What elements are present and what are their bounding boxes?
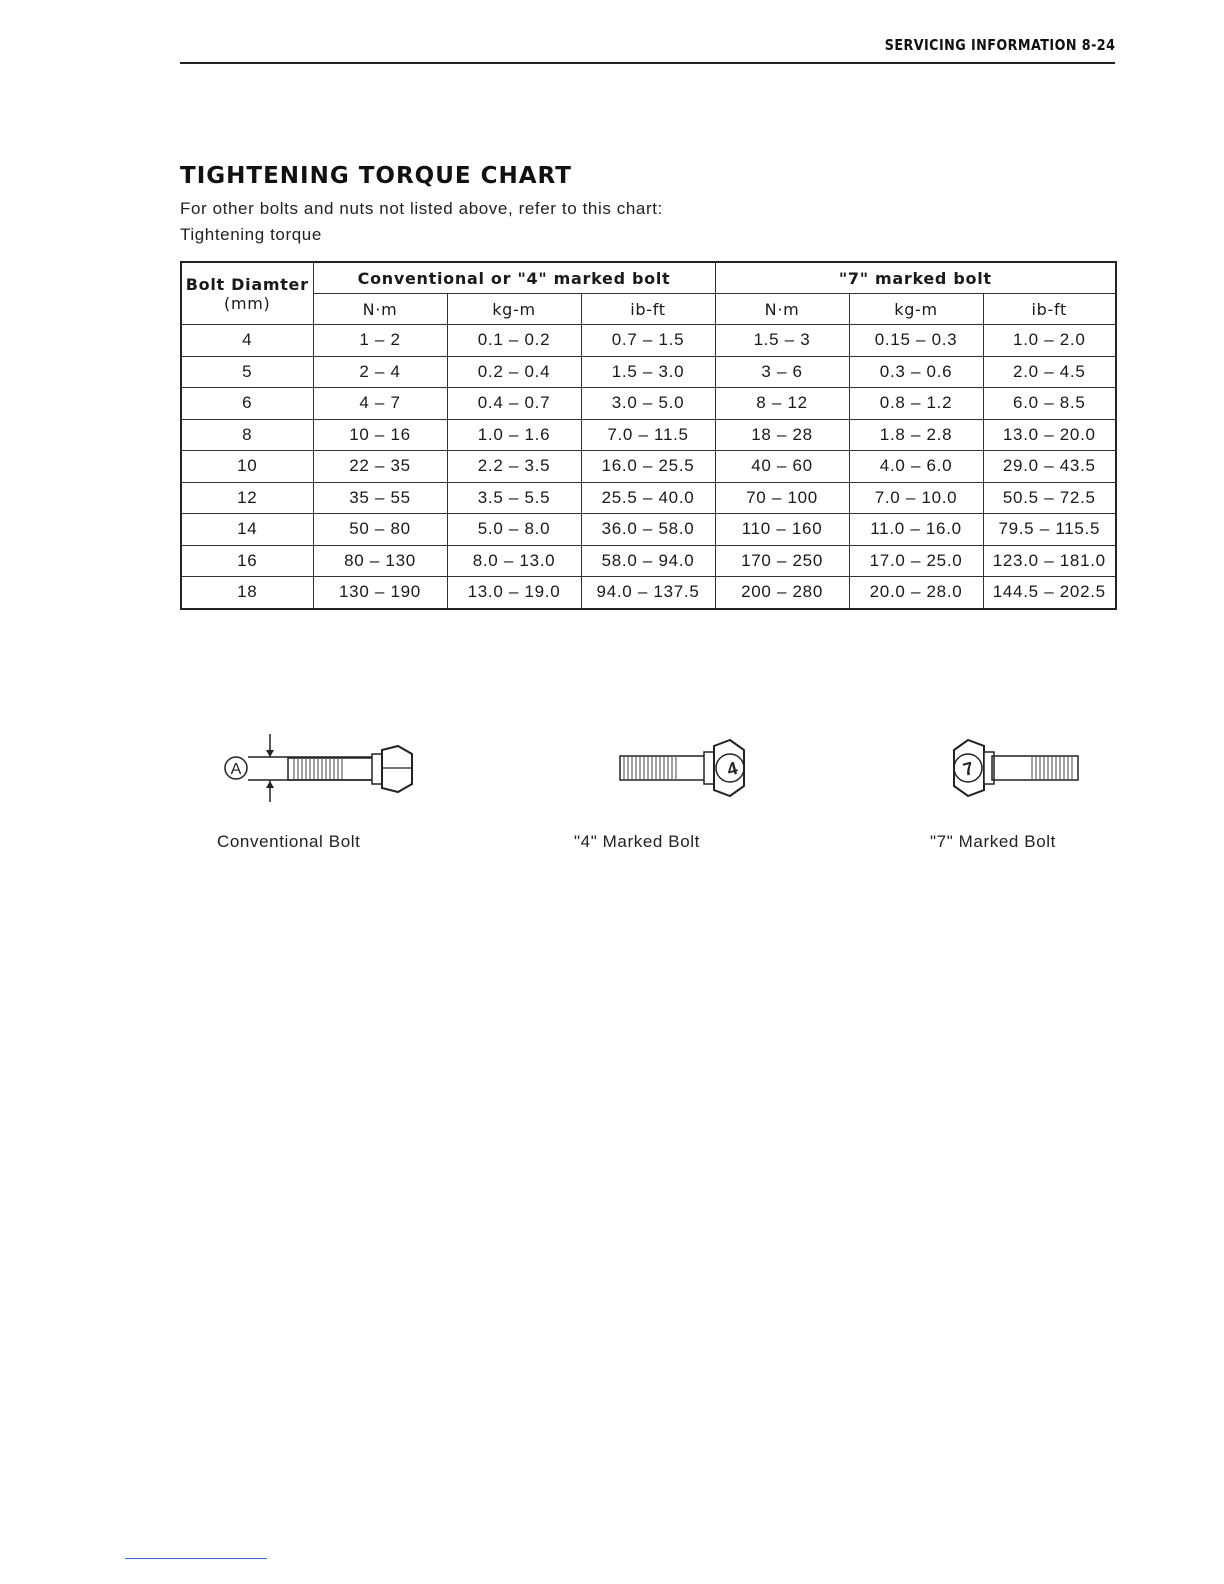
bolt-diameter-cell: 18 (181, 577, 313, 609)
unit-header: kg-m (849, 294, 983, 325)
torque-value-cell: 7.0 – 11.5 (581, 419, 715, 451)
torque-value-cell: 2.2 – 3.5 (447, 451, 581, 483)
table-row (181, 356, 1116, 388)
torque-value-cell: 80 – 130 (313, 545, 447, 577)
intro-line-1: For other bolts and nuts not listed above, refer to this chart: (180, 199, 663, 218)
torque-value-cell: 11.0 – 16.0 (849, 514, 983, 546)
torque-value-cell: 4 – 7 (313, 388, 447, 420)
torque-value-cell: 110 – 160 (715, 514, 849, 546)
torque-value-cell: 20.0 – 28.0 (849, 577, 983, 609)
table-row (181, 577, 1116, 609)
caption-conventional-bolt: Conventional Bolt (217, 832, 361, 851)
unit-header: ib-ft (581, 294, 715, 325)
torque-value-cell: 1 – 2 (313, 325, 447, 357)
torque-value-cell: 1.0 – 2.0 (983, 325, 1116, 357)
unit-header: kg-m (447, 294, 581, 325)
torque-value-cell: 0.8 – 1.2 (849, 388, 983, 420)
head-mark-7: 7 (960, 758, 976, 780)
marked-7-bolt-figure (948, 732, 1088, 804)
torque-value-cell: 5.0 – 8.0 (447, 514, 581, 546)
table-row (181, 388, 1116, 420)
page-title: TIGHTENING TORQUE CHART (180, 163, 572, 189)
torque-value-cell: 8.0 – 13.0 (447, 545, 581, 577)
torque-value-cell: 6.0 – 8.5 (983, 388, 1116, 420)
torque-value-cell: 50 – 80 (313, 514, 447, 546)
torque-value-cell: 0.4 – 0.7 (447, 388, 581, 420)
torque-value-cell: 17.0 – 25.0 (849, 545, 983, 577)
torque-value-cell: 1.5 – 3.0 (581, 356, 715, 388)
torque-value-cell: 8 – 12 (715, 388, 849, 420)
torque-value-cell: 170 – 250 (715, 545, 849, 577)
torque-value-cell: 40 – 60 (715, 451, 849, 483)
diameter-header (181, 262, 313, 325)
table-row (181, 451, 1116, 483)
unit-header: N·m (313, 294, 447, 325)
torque-value-cell: 3 – 6 (715, 356, 849, 388)
caption-7-marked-bolt: "7" Marked Bolt (930, 832, 1056, 851)
conventional-bolt-figure (218, 732, 418, 804)
bolt-diameter-cell: 10 (181, 451, 313, 483)
table-row (181, 514, 1116, 546)
caption-4-marked-bolt: "4" Marked Bolt (574, 832, 700, 851)
diameter-header-unit: (mm) (224, 293, 271, 313)
torque-value-cell: 144.5 – 202.5 (983, 577, 1116, 609)
torque-value-cell: 1.8 – 2.8 (849, 419, 983, 451)
torque-value-cell: 22 – 35 (313, 451, 447, 483)
torque-value-cell: 3.5 – 5.5 (447, 482, 581, 514)
torque-value-cell: 130 – 190 (313, 577, 447, 609)
torque-value-cell: 70 – 100 (715, 482, 849, 514)
table-row (181, 419, 1116, 451)
bolt-diameter-cell: 16 (181, 545, 313, 577)
torque-value-cell: 36.0 – 58.0 (581, 514, 715, 546)
bolt-diameter-cell: 8 (181, 419, 313, 451)
torque-value-cell: 0.3 – 0.6 (849, 356, 983, 388)
torque-value-cell: 18 – 28 (715, 419, 849, 451)
bolt-diameter-cell: 6 (181, 388, 313, 420)
group-header-conventional: Conventional or "4" marked bolt (313, 262, 715, 294)
torque-value-cell: 10 – 16 (313, 419, 447, 451)
diameter-header-label: Bolt Diamter (185, 274, 309, 294)
torque-value-cell: 94.0 – 137.5 (581, 577, 715, 609)
unit-header: N·m (715, 294, 849, 325)
marked-4-bolt-figure (618, 732, 758, 804)
torque-value-cell: 0.1 – 0.2 (447, 325, 581, 357)
intro-text (180, 196, 663, 248)
bolt-diameter-cell: 5 (181, 356, 313, 388)
torque-value-cell: 2.0 – 4.5 (983, 356, 1116, 388)
torque-value-cell: 13.0 – 19.0 (447, 577, 581, 609)
torque-value-cell: 13.0 – 20.0 (983, 419, 1116, 451)
torque-value-cell: 0.15 – 0.3 (849, 325, 983, 357)
bolt-diameter-cell: 4 (181, 325, 313, 357)
torque-table-body (181, 325, 1116, 609)
torque-value-cell: 4.0 – 6.0 (849, 451, 983, 483)
torque-value-cell: 35 – 55 (313, 482, 447, 514)
table-row (181, 325, 1116, 357)
page-header (180, 36, 1115, 64)
torque-value-cell: 79.5 – 115.5 (983, 514, 1116, 546)
dimension-a-label: A (230, 761, 242, 778)
torque-value-cell: 3.0 – 5.0 (581, 388, 715, 420)
table-row (181, 482, 1116, 514)
torque-value-cell: 2 – 4 (313, 356, 447, 388)
table-row (181, 545, 1116, 577)
page-header-text: SERVICING INFORMATION 8-24 (884, 36, 1115, 54)
group-header-seven: "7" marked bolt (715, 262, 1116, 294)
bolt-figures (0, 720, 1224, 870)
torque-value-cell: 123.0 – 181.0 (983, 545, 1116, 577)
footer-rule (125, 1558, 267, 1559)
torque-value-cell: 58.0 – 94.0 (581, 545, 715, 577)
bolt-diameter-cell: 14 (181, 514, 313, 546)
torque-table (180, 261, 1117, 610)
torque-value-cell: 50.5 – 72.5 (983, 482, 1116, 514)
torque-value-cell: 16.0 – 25.5 (581, 451, 715, 483)
torque-value-cell: 200 – 280 (715, 577, 849, 609)
torque-value-cell: 25.5 – 40.0 (581, 482, 715, 514)
unit-header: ib-ft (983, 294, 1116, 325)
torque-value-cell: 7.0 – 10.0 (849, 482, 983, 514)
torque-value-cell: 0.2 – 0.4 (447, 356, 581, 388)
torque-value-cell: 0.7 – 1.5 (581, 325, 715, 357)
torque-value-cell: 1.0 – 1.6 (447, 419, 581, 451)
bolt-diameter-cell: 12 (181, 482, 313, 514)
torque-value-cell: 29.0 – 43.5 (983, 451, 1116, 483)
intro-line-2: Tightening torque (180, 225, 322, 244)
head-mark-4: 4 (724, 758, 740, 780)
torque-value-cell: 1.5 – 3 (715, 325, 849, 357)
